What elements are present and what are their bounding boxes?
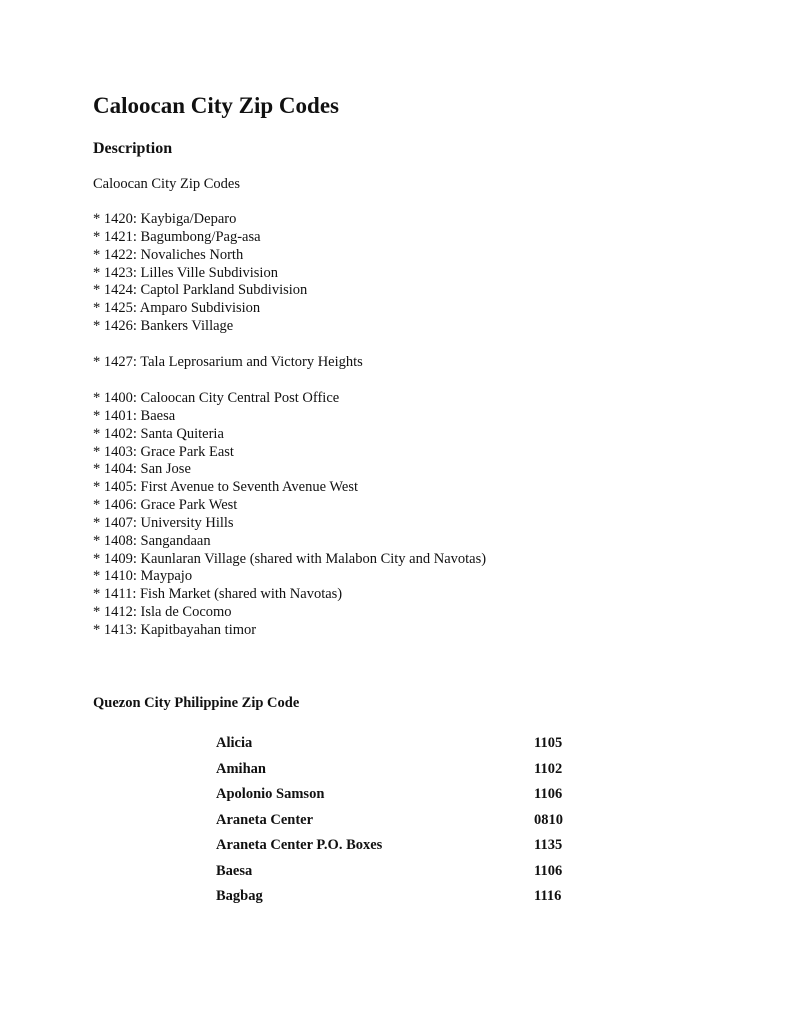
zip-code: 1116 [534, 888, 562, 904]
table-row [216, 760, 616, 786]
table-row [216, 836, 616, 862]
list-item: * 1409: Kaunlaran Village (shared with Malabon City and Navotas) [93, 550, 487, 567]
list-item: * 1401: Baesa [93, 407, 176, 424]
list-item: * 1411: Fish Market (shared with Navotas) [93, 586, 343, 603]
list-item: * 1421: Bagumbong/Pag-asa [93, 228, 261, 245]
table-row [216, 811, 616, 837]
list-item: * 1405: First Avenue to Seventh Avenue West [93, 479, 359, 496]
intro-text: Caloocan City Zip Codes [93, 176, 240, 192]
list-item: * 1422: Novaliches North [93, 246, 244, 263]
list-item: * 1404: San Jose [93, 461, 191, 478]
caloocan-zip-list-tala [93, 354, 363, 372]
barangay-name: Araneta Center P.O. Boxes [216, 837, 383, 853]
zip-code: 1106 [534, 862, 563, 879]
table-row [216, 887, 616, 913]
quezon-zip-table [216, 734, 616, 913]
page-title: Caloocan City Zip Codes [93, 93, 339, 118]
barangay-name: Baesa [216, 862, 253, 879]
quezon-city-heading: Quezon City Philippine Zip Code [93, 695, 300, 711]
description-heading: Description [93, 140, 173, 157]
barangay-name: Amihan [216, 760, 266, 777]
caloocan-zip-list-south [93, 390, 486, 640]
table-row [216, 734, 616, 760]
list-item: * 1403: Grace Park East [93, 443, 234, 460]
list-item: * 1413: Kapitbayahan timor [93, 621, 257, 638]
barangay-name: Araneta Center [216, 811, 314, 828]
caloocan-zip-list-north [93, 211, 307, 336]
list-item: * 1425: Amparo Subdivision [93, 300, 261, 317]
zip-code: 0810 [534, 811, 563, 828]
list-item: * 1427: Tala Leprosarium and Victory Heights [93, 354, 363, 370]
zip-code: 1135 [534, 837, 563, 853]
list-item: * 1407: University Hills [93, 514, 234, 531]
table-row [216, 862, 616, 888]
table-row [216, 785, 616, 811]
list-item: * 1402: Santa Quiteria [93, 425, 224, 442]
list-item: * 1408: Sangandaan [93, 532, 211, 549]
list-item: * 1400: Caloocan City Central Post Office [93, 390, 340, 406]
list-item: * 1426: Bankers Village [93, 318, 234, 335]
list-item: * 1423: Lilles Ville Subdivision [93, 264, 278, 281]
zip-code: 1106 [534, 786, 563, 802]
list-item: * 1410: Maypajo [93, 568, 193, 585]
zip-code: 1102 [534, 760, 563, 777]
list-item: * 1406: Grace Park West [93, 497, 238, 514]
list-item: * 1420: Kaybiga/Deparo [93, 211, 237, 227]
barangay-name: Apolonio Samson [216, 786, 325, 802]
barangay-name: Bagbag [216, 888, 263, 904]
barangay-name: Alicia [216, 735, 253, 751]
zip-code: 1105 [534, 735, 563, 751]
list-item: * 1424: Captol Parkland Subdivision [93, 282, 308, 299]
list-item: * 1412: Isla de Cocomo [93, 604, 232, 621]
